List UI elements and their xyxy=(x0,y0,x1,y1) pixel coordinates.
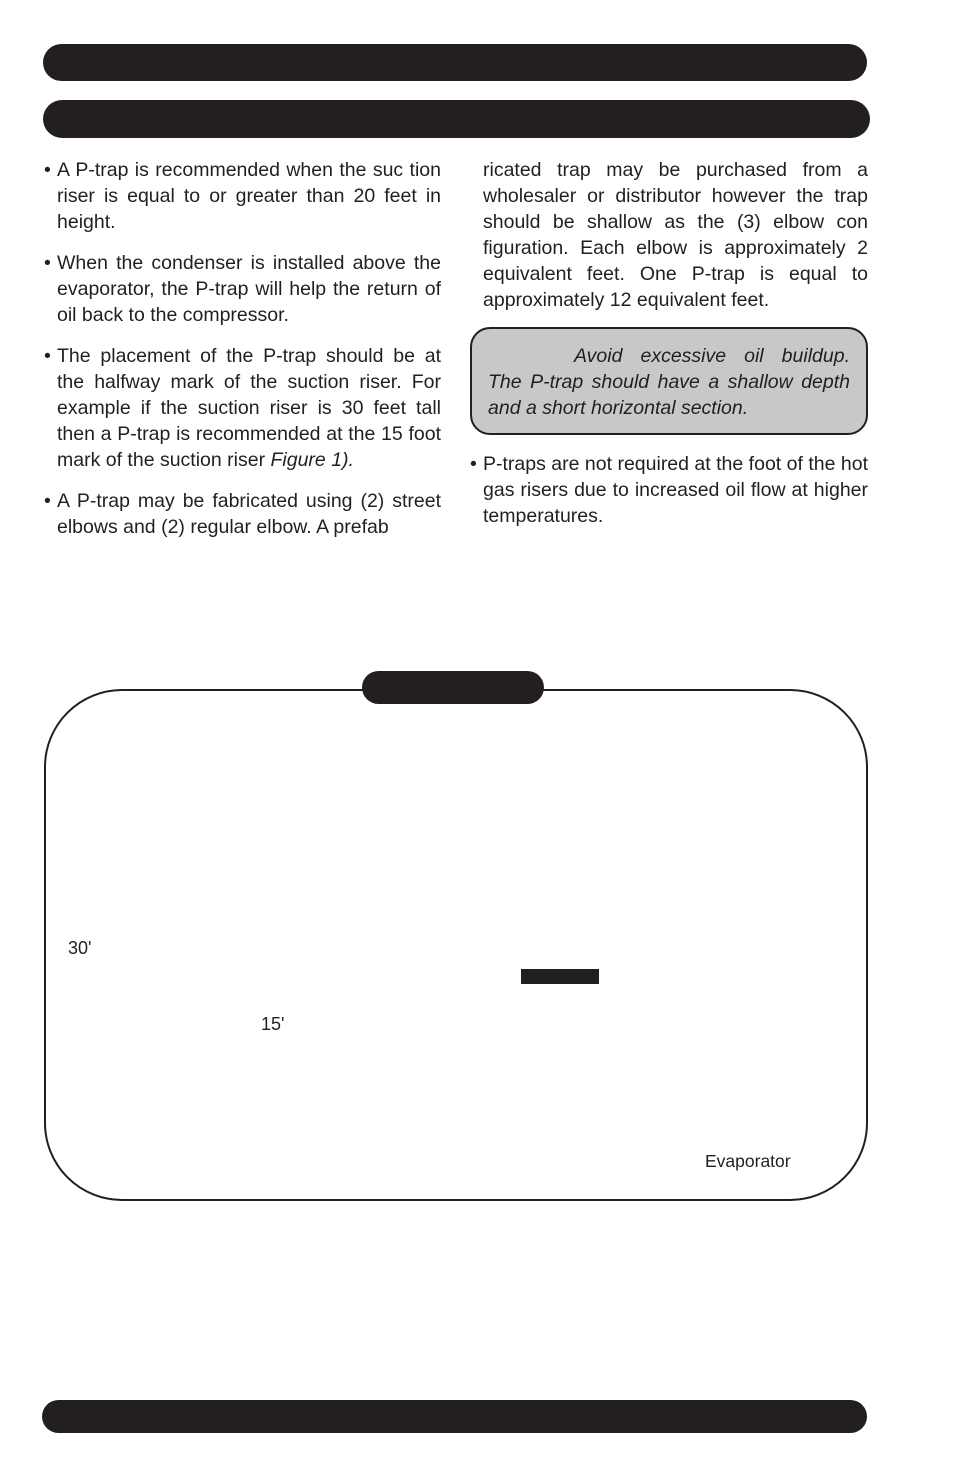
bullet-glyph: • xyxy=(44,490,51,512)
bullet-text: When the condenser is installed above the evaporator, the P-trap will help the return of oil back to the compressor. xyxy=(57,252,441,326)
bullet-ptrap-fabrication xyxy=(44,488,441,540)
figure-frame xyxy=(44,689,868,1201)
bullet-glyph: • xyxy=(44,252,51,274)
bullet-glyph: • xyxy=(470,453,477,475)
figure-title-tab xyxy=(362,671,544,704)
bullet-ptrap-recommended xyxy=(44,157,441,235)
riser-height-15-label: 15' xyxy=(261,1014,285,1034)
warning-box xyxy=(470,327,868,435)
footer-bar xyxy=(42,1400,867,1433)
p-trap-marker xyxy=(521,969,599,984)
figure-reference: Figure 1). xyxy=(270,449,354,471)
bullet-text: The placement of the P-trap should be at the halfway mark of the suction riser. For example if the suction riser is 30 feet tall then a P-trap is recommended at the 15 foot mark of the suction riser xyxy=(57,345,441,471)
left-text-column xyxy=(44,157,441,555)
evaporator-label: Evaporator xyxy=(705,1151,791,1171)
warning-text: Avoid excessive oil buildup. The P-trap should have a shallow depth and a short horizontal section. xyxy=(488,345,850,419)
bullet-ptrap-placement xyxy=(44,343,441,473)
fabrication-continuation: ricated trap may be purchased from a wholesaler or distributor however the trap should be shallow as the (3) elbow con figuration. Each elbow is approximately 2 equivalent feet. One P-trap is equal to approximately 12 equivalent feet. xyxy=(483,159,868,311)
bullet-glyph: • xyxy=(44,345,51,367)
header-bar-top xyxy=(43,44,867,81)
bullet-condenser-above xyxy=(44,250,441,328)
header-bar-section xyxy=(43,100,870,138)
bullet-text: A P-trap may be fabricated using (2) street elbows and (2) regular elbow. A prefab xyxy=(57,490,441,538)
bullet-text: A P-trap is recommended when the suc tion riser is equal to or greater than 20 feet in height. xyxy=(57,159,441,233)
riser-height-30-label: 30' xyxy=(68,938,92,958)
bullet-glyph: • xyxy=(44,159,51,181)
bullet-text: P-traps are not required at the foot of the hot gas risers due to increased oil flow at higher temperatures. xyxy=(483,453,868,527)
bullet-hot-gas-risers xyxy=(470,451,868,529)
right-text-column xyxy=(470,157,868,544)
